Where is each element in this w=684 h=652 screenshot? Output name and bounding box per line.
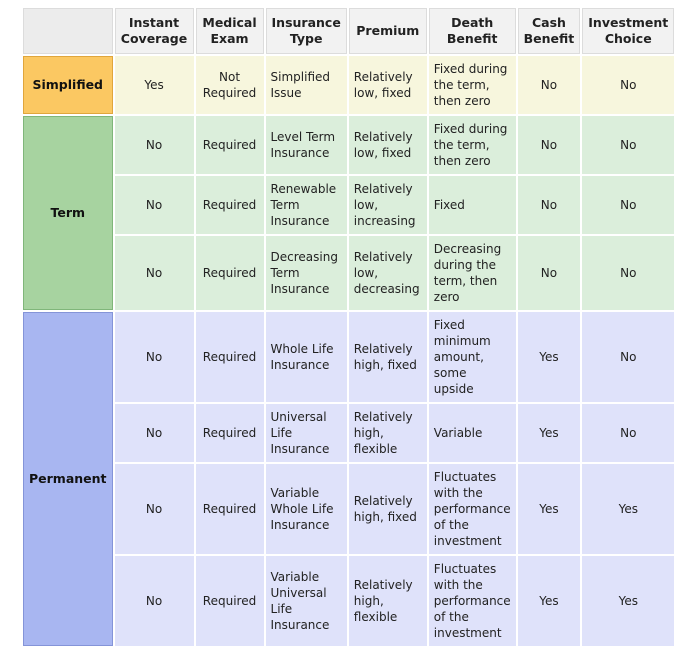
- table-row: [23, 312, 674, 402]
- cell-medical-exam: Required: [196, 236, 264, 310]
- cell-death-benefit: Fluctuates with the performance of the investment: [429, 556, 516, 646]
- cell-death-benefit: Fluctuates with the performance of the investment: [429, 464, 516, 554]
- cell-death-benefit: Decreasing during the term, then zero: [429, 236, 516, 310]
- cell-instant-coverage: No: [115, 176, 194, 234]
- cell-insurance-type: Decreasing Term Insurance: [266, 236, 347, 310]
- cell-investment-choice: Yes: [582, 556, 674, 646]
- cell-premium: Relatively low, fixed: [349, 56, 427, 114]
- cell-cash-benefit: No: [518, 116, 581, 174]
- cell-death-benefit: Fixed: [429, 176, 516, 234]
- cell-instant-coverage: No: [115, 404, 194, 462]
- cell-insurance-type: Renewable Term Insurance: [266, 176, 347, 234]
- cell-premium: Relatively low, increasing: [349, 176, 427, 234]
- table-body: [23, 56, 674, 646]
- header-cash-benefit: Cash Benefit: [518, 8, 581, 54]
- cell-cash-benefit: Yes: [518, 556, 581, 646]
- cell-death-benefit: Variable: [429, 404, 516, 462]
- cell-insurance-type: Variable Whole Life Insurance: [266, 464, 347, 554]
- cell-medical-exam: Required: [196, 556, 264, 646]
- cell-premium: Relatively low, decreasing: [349, 236, 427, 310]
- cell-instant-coverage: No: [115, 236, 194, 310]
- category-simplified: Simplified: [23, 56, 113, 114]
- category-permanent: Permanent: [23, 312, 113, 646]
- cell-insurance-type: Universal Life Insurance: [266, 404, 347, 462]
- cell-investment-choice: No: [582, 404, 674, 462]
- cell-insurance-type: Variable Universal Life Insurance: [266, 556, 347, 646]
- cell-cash-benefit: Yes: [518, 312, 581, 402]
- cell-cash-benefit: No: [518, 236, 581, 310]
- header-death-benefit: Death Benefit: [429, 8, 516, 54]
- table-row: [23, 464, 674, 554]
- insurance-comparison-table: [21, 6, 676, 648]
- cell-investment-choice: No: [582, 116, 674, 174]
- cell-medical-exam: Not Required: [196, 56, 264, 114]
- cell-premium: Relatively high, flexible: [349, 404, 427, 462]
- category-term: Term: [23, 116, 113, 310]
- cell-instant-coverage: No: [115, 116, 194, 174]
- table-row: [23, 176, 674, 234]
- header-row: [23, 8, 674, 54]
- cell-death-benefit: Fixed during the term, then zero: [429, 56, 516, 114]
- header-instant-coverage: Instant Coverage: [115, 8, 194, 54]
- header-investment-choice: Investment Choice: [582, 8, 674, 54]
- cell-medical-exam: Required: [196, 404, 264, 462]
- table-row: [23, 236, 674, 310]
- cell-insurance-type: Simplified Issue: [266, 56, 347, 114]
- table-row: [23, 56, 674, 114]
- cell-investment-choice: Yes: [582, 464, 674, 554]
- header-medical-exam: Medical Exam: [196, 8, 264, 54]
- cell-cash-benefit: Yes: [518, 464, 581, 554]
- cell-premium: Relatively high, flexible: [349, 556, 427, 646]
- cell-premium: Relatively high, fixed: [349, 464, 427, 554]
- cell-premium: Relatively low, fixed: [349, 116, 427, 174]
- table-row: [23, 556, 674, 646]
- cell-instant-coverage: Yes: [115, 56, 194, 114]
- table-row: [23, 116, 674, 174]
- cell-medical-exam: Required: [196, 312, 264, 402]
- cell-insurance-type: Level Term Insurance: [266, 116, 347, 174]
- cell-investment-choice: No: [582, 236, 674, 310]
- cell-cash-benefit: No: [518, 56, 581, 114]
- header-corner-cell: [23, 8, 113, 54]
- header-insurance-type: Insurance Type: [266, 8, 347, 54]
- cell-instant-coverage: No: [115, 312, 194, 402]
- cell-death-benefit: Fixed minimum amount, some upside: [429, 312, 516, 402]
- cell-cash-benefit: Yes: [518, 404, 581, 462]
- cell-instant-coverage: No: [115, 556, 194, 646]
- cell-investment-choice: No: [582, 312, 674, 402]
- cell-cash-benefit: No: [518, 176, 581, 234]
- table-row: [23, 404, 674, 462]
- header-premium: Premium: [349, 8, 427, 54]
- cell-instant-coverage: No: [115, 464, 194, 554]
- cell-medical-exam: Required: [196, 176, 264, 234]
- cell-investment-choice: No: [582, 56, 674, 114]
- cell-insurance-type: Whole Life Insurance: [266, 312, 347, 402]
- cell-medical-exam: Required: [196, 464, 264, 554]
- cell-death-benefit: Fixed during the term, then zero: [429, 116, 516, 174]
- cell-investment-choice: No: [582, 176, 674, 234]
- cell-medical-exam: Required: [196, 116, 264, 174]
- cell-premium: Relatively high, fixed: [349, 312, 427, 402]
